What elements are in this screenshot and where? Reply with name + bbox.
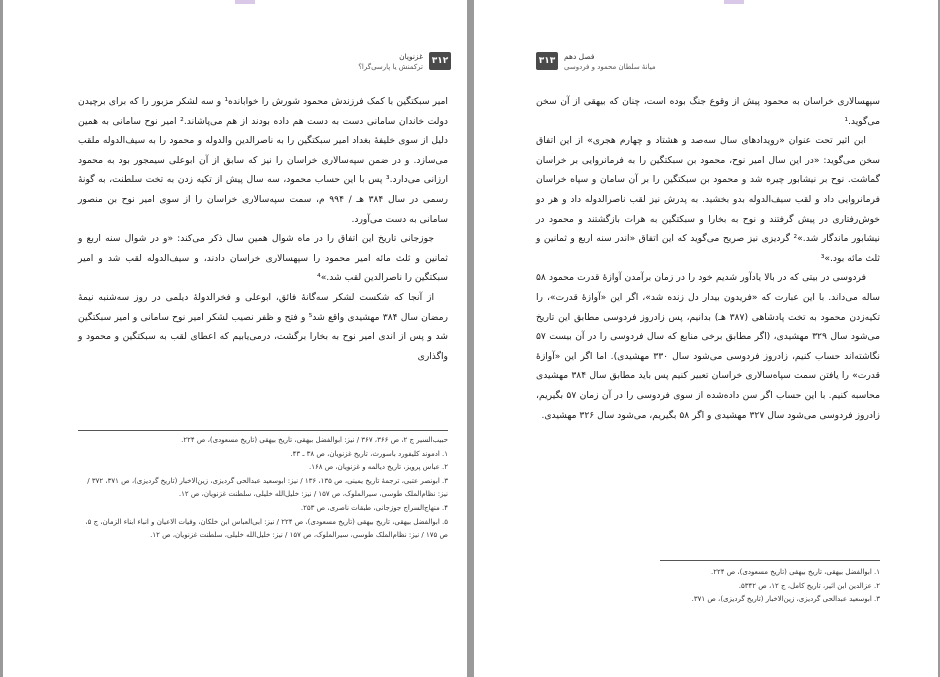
footnote: ۴. منهاج‌السراج جوزجانی، طبقات ناصری، ص ۲۵۳.: [300, 503, 448, 512]
page-number-badge: ۳۱۳: [536, 52, 558, 70]
footnote: ۲. عباس پرویز، تاریخ دیالمه و غزنویان، ص ۱۶۸.: [308, 463, 448, 472]
header-subtitle: ترکمنش یا پارسی‌گرا؟: [358, 63, 423, 71]
left-page-body: [78, 92, 448, 366]
footnote: ۳. ابوسعید عبدالحی گردیزی، زین‌الاخبار (تاریخ گردیزی)، ص ۳۷۱.: [691, 595, 880, 604]
footnote: ۳. ابونصر عتبی، ترجمهٔ تاریخ یمینی، ص ۱۳۵، ۱۳۶ / نیز: ابوسعید عبدالحی گردیزی، زین‌الاخبار (تاریخ گردیزی)، ص ۳۷۱، ۳۷۲ / نیز: نظام‌الملک طوسی، سیرالملوک، ص ۱۵۷ / نیز: خلیل‌الله خلیلی، سلطنت غزنویان، ص ۱۲.: [87, 476, 448, 499]
header-title: فصل دهم: [564, 52, 595, 61]
paragraph: ابن اثیر تحت عنوان «رویدادهای سال سه‌صد و هشتاد و چهارم هجری» از این اتفاق سخن می‌گوید: «در این سال امیر نوح، محمود بن سبکتگین را به فرمانروایی بر خراسان گماشت. نوح بر نیشابور چیره شد و محمود بن سبکتگین را بر آن سامان و سپاه خراسان فرمانروایی داد و لقب سیف‌الدوله بدو بخشید. به پدرش نیز لقب ناصرالدوله داد و هر دو خوش‌رفتاری در پیش گرفتند و نوح به بخارا و سبکتگین به هرات بازگشتند و محمود در نیشابور ماندگار شد.»² گردیزی نیز صریح می‌گوید که این اتفاق «اندر سنه اربع و ثمانین و ثلث مائه بود.»³: [536, 135, 880, 264]
page-top-mark: [235, 0, 255, 4]
paragraph: فردوسی در بیتی که در بالا یادآور شدیم خود را در زمان برآمدن آوازهٔ قدرت محمود ۵۸ ساله می‌داند. با این عبارت که «فریدون بیدار دل زنده شد»، اگر این «آوازهٔ قدرت»، را تکیه‌زدن محمود به تخت پادشاهی (۳۸۷ هـ) بدانیم، پس زادروز فردوسی مطابق این تاریخ می‌شود سال ۳۲۹ مهشیدی، (اگر مطابق برخی منابع که سال فردوسی را در آن بیست ۵۷ نگاشته‌اند حساب کنیم، زادروز فردوسی می‌شود سال ۳۳۰ مهشیدی). اما اگر این «آوازهٔ قدرت» را یافتن سمت سپاه‌سالاری خراسان تعبیر کنیم پس باید مطابق سال ۳۸۴ مهشیدی محاسبه کنیم. با این حساب اگر سن داده‌شده از سوی فردوسی را در آن زمان ۵۷ بگیریم، زادروز فردوسی می‌شود سال ۳۲۷ مهشیدی و اگر ۵۸ بگیریم، می‌شود سال ۳۲۶ مهشیدی.: [536, 272, 881, 421]
footnote: ۱. ادموند کلیفورد باسورث، تاریخ غزنویان، ص ۳۸ ـ ۴۳.: [290, 449, 448, 458]
right-footnotes: [536, 566, 880, 607]
footnote-divider: [660, 560, 880, 561]
left-page-header: [321, 52, 451, 80]
right-page-body: [536, 92, 880, 425]
paragraph: از آنجا که شکست لشکر سه‌گانهٔ فائق، ابوعلی و فخرالدولهٔ دیلمی در روز سه‌شنبه نیمهٔ رمضان سال ۳۸۴ مهشیدی واقع شد⁵ و فتح و ظفر نصیب لشکر امیر نوح سامانی و امیر سبکتگین شد و پس از اندی امیر نوح به بخارا برگشت، درمی‌یابیم که اعطای لقب به سبکتگین و محمود و واگذاری: [78, 291, 448, 362]
paragraph: امیر سبکتگین با کمک فرزندش محمود شورش را خوابانده¹ و سه لشکر مزبور را که برای برچیدن دولت خاندان سامانی دست به دست هم داده بودند از هم می‌پاشاند.² امیر نوح سامانی به همین دلیل از سوی خلیفهٔ بغداد امیر سبکتگین را به ناصرالدین والدوله و محمود را به سیف‌الدوله ملقب می‌سازد. و در ضمن سپه‌سالاری خراسان را نیز که سابق از آن ابوعلی سیمجور بود به محمود ارزانی می‌دارد.³ پس با این حساب محمود، سه سال پیش از تکیه زدن به تخت سلطنت، به گونهٔ رسمی در سال ۳۸۴ هـ / ۹۹۴ م، سمت سپه‌سالاری خراسان را از سوی امیر نوح بن منصور سامانی به دست می‌آورد.: [78, 96, 448, 225]
header-subtitle: میانهٔ سلطان محمود و فردوسی: [564, 63, 656, 71]
left-footnotes: [78, 434, 448, 543]
right-page-header: [536, 52, 686, 80]
footnote-divider: [78, 430, 448, 431]
header-title: غزنویان: [399, 52, 423, 61]
footnote: حبیب‌السیر ج ۲، ص ۳۶۶، ۳۶۷ / نیز: ابوالفضل بیهقی، تاریخ بیهقی (تاریخ مسعودی)، ص ۲۲۴.: [181, 436, 448, 444]
footnote: ۲. عزالدین ابن اثیر، تاریخ کامل، ج ۱۲، ص ۵۳۴۲.: [738, 581, 880, 590]
paragraph: سپهسالاری خراسان به محمود پیش از وقوع جنگ بوده است، چنان که بیهقی از آن سخن می‌گوید.¹: [536, 96, 880, 127]
right-page: [474, 0, 938, 677]
left-page: [3, 0, 467, 677]
page-number-badge: ۳۱۲: [429, 52, 451, 70]
footnote: ۱. ابوالفضل بیهقی، تاریخ بیهقی (تاریخ مسعودی)، ص ۲۲۴.: [710, 568, 880, 576]
paragraph: جوزجانی تاریخ این اتفاق را در ماه شوال همین سال ذکر می‌کند: «و در شوال سنه اربع و ثمانین و ثلث مائه امیر محمود را سپهسالاری خراسان دادند، و سیف‌الدوله لقب شد و امیر سبکتگین را ناصرالدین لقب شد.»⁴: [78, 233, 448, 284]
footnote: ۵. ابوالفضل بیهقی، تاریخ بیهقی (تاریخ مسعودی)، ص ۲۲۴ / نیز: ابی‌العباس ابن خلکان، وفیات الاعیان و انباء ابناء الزمان، ج ۵، ص ۱۷۵ / نیز: نظام‌الملک طوسی، سیرالملوک، ص ۱۵۷ / نیز: خلیل‌الله خلیلی، سلطنت غزنویان، ص ۱۲.: [85, 517, 448, 540]
page-top-mark: [724, 0, 744, 4]
